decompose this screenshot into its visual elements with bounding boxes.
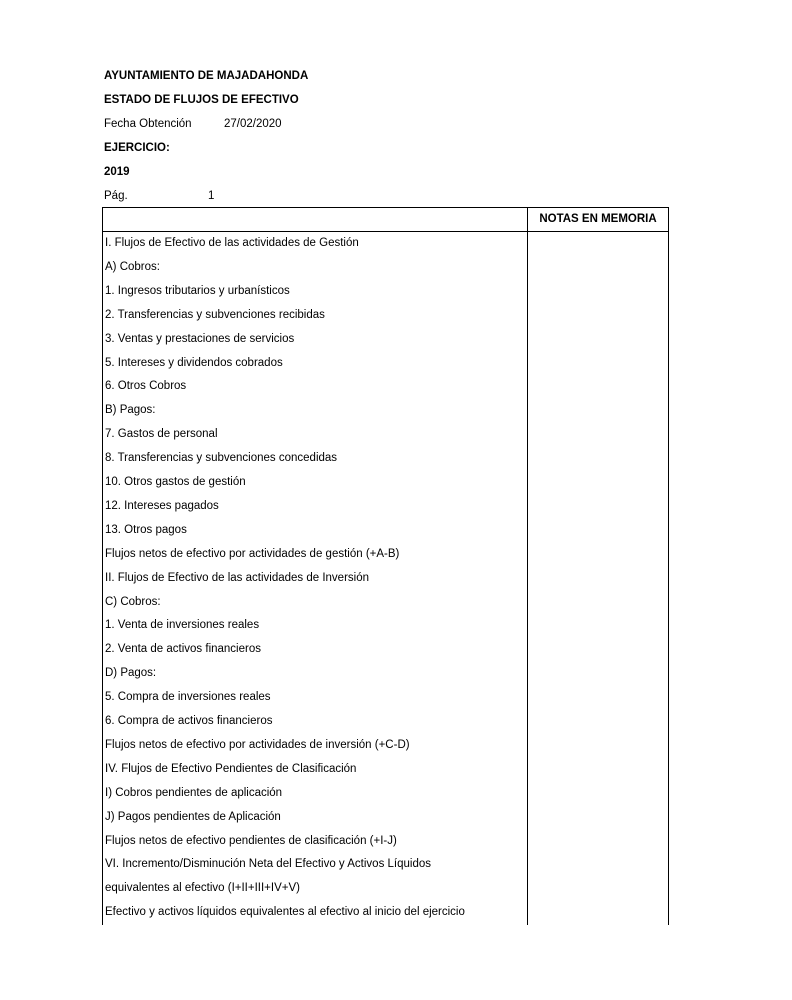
cash-flow-table [102,207,669,925]
page-number: 1 [208,190,215,202]
fecha-value: 27/02/2020 [224,118,282,130]
fecha-label: Fecha Obtención [104,118,192,130]
table-row: 5. Intereses y dividendos cobrados [105,356,283,369]
ejercicio-value: 2019 [104,166,130,178]
table-row: 13. Otros pagos [105,523,187,536]
table-row: Flujos netos de efectivo por actividades de inversión (+C-D) [105,738,410,751]
ejercicio-label: EJERCICIO: [104,142,170,154]
table-row: 8. Transferencias y subvenciones concedidas [105,452,338,465]
table-row: B) Pagos: [105,404,156,417]
table-row: 2. Venta de activos financieros [105,643,261,656]
table-row: Flujos netos de efectivo por actividades de gestión (+A-B) [105,547,400,560]
notes-column-header: NOTAS EN MEMORIA [539,213,657,225]
table-row: 6. Compra de activos financieros [105,715,273,727]
table-row: II. Flujos de Efectivo de las actividades de Inversión [105,571,370,584]
table-row: 6. Otros Cobros [105,380,187,393]
table-row: equivalentes al efectivo (I+II+III+IV+V) [105,882,300,895]
table-row: 10. Otros gastos de gestión [105,476,246,488]
table-row: 12. Intereses pagados [105,499,219,512]
table-row: 5. Compra de inversiones reales [105,691,271,704]
header-divider [103,231,668,232]
table-row: 1. Ingresos tributarios y urbanísticos [105,284,290,297]
table-row: J) Pagos pendientes de Aplicación [105,810,281,823]
table-row: C) Cobros: [105,595,161,608]
entity-name: AYUNTAMIENTO DE MAJADAHONDA [104,70,309,82]
table-row: I. Flujos de Efectivo de las actividades de Gestión [105,237,359,249]
report-title: ESTADO DE FLUJOS DE EFECTIVO [104,94,299,106]
table-row: Efectivo y activos líquidos equivalentes al efectivo al inicio del ejercicio [105,906,465,919]
table-row: VI. Incremento/Disminución Neta del Efectivo y Activos Líquidos [105,858,431,871]
table-row: 2. Transferencias y subvenciones recibidas [105,308,325,321]
table-row: 7. Gastos de personal [105,428,218,441]
table-row: Flujos netos de efectivo pendientes de clasificación (+I-J) [105,834,397,847]
table-row: IV. Flujos de Efectivo Pendientes de Clasificación [105,762,357,775]
table-row: 1. Venta de inversiones reales [105,619,260,632]
table-row: I) Cobros pendientes de aplicación [105,786,283,799]
table-row: A) Cobros: [105,260,160,273]
table-row: D) Pagos: [105,667,157,680]
column-divider [527,208,528,925]
table-row: 3. Ventas y prestaciones de servicios [105,332,295,345]
page-label: Pág. [104,190,128,202]
